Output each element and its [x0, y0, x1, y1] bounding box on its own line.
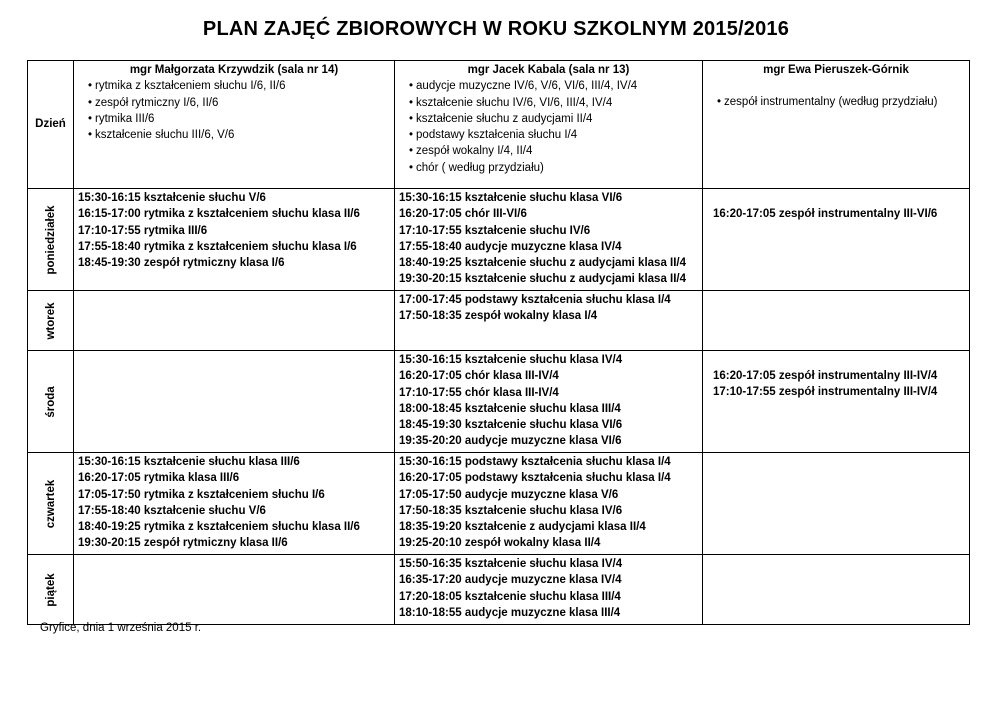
lessons-teacher-3: [703, 555, 970, 625]
lesson-entry: 17:10-17:55 chór klasa III-IV/4: [399, 386, 559, 399]
lesson-entry: 16:20-17:05 rytmika klasa III/6: [78, 472, 240, 485]
day-label-cell: [28, 555, 74, 625]
day-label-cell: [28, 189, 74, 291]
subject-list: [78, 78, 390, 143]
lesson-entry: 17:50-18:35 zespół wokalny klasa I/4: [399, 310, 598, 323]
lessons-teacher-1: [74, 189, 395, 291]
day-label: piątek: [44, 572, 57, 607]
lessons-teacher-3: [703, 291, 970, 351]
teacher-name: mgr Małgorzata Krzywdzik (sala nr 14): [129, 64, 339, 76]
lesson-entry: 16:20-17:05 chór klasa III-IV/4: [399, 370, 559, 383]
lesson-entry: 17:50-18:35 kształcenie słuchu klasa IV/6: [399, 504, 623, 517]
document-title: PLAN ZAJĘĆ ZBIOROWYCH W ROKU SZKOLNYM 2015/2016: [202, 18, 790, 40]
lesson-entry: 17:10-17:55 rytmika III/6: [78, 224, 208, 237]
lesson-entry: 17:05-17:50 rytmika z kształceniem słuchu I/6: [78, 488, 325, 501]
lesson-entry: 15:30-16:15 kształcenie słuchu klasa III/6: [78, 456, 300, 468]
lesson-entry: 18:00-18:45 kształcenie słuchu klasa III/4: [399, 402, 621, 415]
lessons-teacher-1: [74, 453, 395, 555]
day-row-friday: [28, 555, 970, 625]
teacher-header-3: [703, 61, 970, 189]
lesson-entry: 16:20-17:05 zespół instrumentalny III-VI/6: [713, 208, 938, 220]
lesson-entry: 19:30-20:15 kształcenie słuchu z audycjami klasa II/4: [399, 273, 687, 286]
day-label: poniedziałek: [44, 204, 57, 275]
lessons-teacher-1: [74, 291, 395, 351]
lesson-entry: 15:30-16:15 kształcenie słuchu V/6: [78, 192, 266, 204]
day-row-thursday: [28, 453, 970, 555]
subject-item: • zespół rytmiczny I/6, II/6: [88, 95, 390, 111]
lesson-group: [707, 206, 965, 222]
lessons-teacher-3: [703, 453, 970, 555]
day-row-monday: [28, 189, 970, 291]
lessons-teacher-2: [395, 351, 703, 453]
lesson-entry: 16:20-17:05 podstawy kształcenia słuchu klasa I/4: [399, 472, 671, 485]
lesson-entry: 17:55-18:40 audycje muzyczne klasa IV/4: [399, 240, 622, 253]
subject-item: • podstawy kształcenia słuchu I/4: [409, 127, 698, 143]
lesson-entry: 16:15-17:00 rytmika z kształceniem słuchu klasa II/6: [78, 208, 360, 221]
subject-item: • rytmika III/6: [88, 111, 390, 127]
day-label: środa: [44, 385, 57, 418]
lesson-group: [707, 368, 965, 401]
lessons-teacher-3: [703, 351, 970, 453]
subject-item: • rytmika z kształceniem słuchu I/6, II/6: [88, 78, 390, 94]
footer-place-date: Gryfice, dnia 1 września 2015 r.: [40, 622, 202, 634]
lessons-teacher-1: [74, 555, 395, 625]
lesson-entry: 17:05-17:50 audycje muzyczne klasa V/6: [399, 488, 619, 501]
lesson-entry: 16:20-17:05 zespół instrumentalny III-IV/4: [713, 370, 938, 382]
teacher-header-1: [74, 61, 395, 189]
lesson-entry: 15:30-16:15 kształcenie słuchu klasa IV/4: [399, 354, 623, 366]
lesson-entry: 19:35-20:20 audycje muzyczne klasa VI/6: [399, 435, 622, 448]
lesson-entry: 19:30-20:15 zespół rytmiczny klasa II/6: [78, 537, 288, 550]
lesson-entry: 18:40-19:25 kształcenie słuchu z audycjami klasa II/4: [399, 257, 687, 270]
teacher-header-2: [395, 61, 703, 189]
subject-item: • kształcenie słuchu IV/6, VI/6, III/4, IV/4: [409, 95, 698, 111]
lesson-entry: 17:55-18:40 kształcenie słuchu V/6: [78, 504, 266, 517]
schedule-table: [27, 60, 970, 625]
day-label: wtorek: [44, 301, 57, 340]
teacher-name: mgr Jacek Kabala (sala nr 13): [467, 64, 630, 76]
header-row: [28, 61, 970, 189]
lesson-entry: 18:40-19:25 rytmika z kształceniem słuchu klasa II/6: [78, 521, 360, 534]
teacher-name: mgr Ewa Pieruszek-Górnik: [763, 64, 909, 76]
lessons-teacher-2: [395, 555, 703, 625]
lesson-entry: 15:30-16:15 kształcenie słuchu klasa VI/6: [399, 192, 623, 204]
lesson-entry: 18:35-19:20 kształcenie z audycjami klasa II/4: [399, 521, 646, 534]
subject-item: • chór ( według przydziału): [409, 160, 698, 176]
lesson-entry: 18:45-19:30 kształcenie słuchu klasa VI/6: [399, 419, 623, 432]
lesson-entry: 17:55-18:40 rytmika z kształceniem słuchu klasa I/6: [78, 240, 357, 253]
day-row-wednesday: [28, 351, 970, 453]
lesson-entry: 19:25-20:10 zespół wokalny klasa II/4: [399, 537, 601, 550]
day-label-cell: [28, 351, 74, 453]
day-label-cell: [28, 291, 74, 351]
subject-item: • audycje muzyczne IV/6, V/6, VI/6, III/4, IV/4: [409, 78, 698, 94]
day-label: czwartek: [44, 479, 57, 528]
lessons-teacher-2: [395, 453, 703, 555]
lesson-entry: 18:45-19:30 zespół rytmiczny klasa I/6: [78, 257, 285, 270]
lessons-teacher-2: [395, 189, 703, 291]
subject-list: [399, 78, 698, 176]
lessons-teacher-3: [703, 189, 970, 291]
lesson-entry: 15:30-16:15 podstawy kształcenia słuchu klasa I/4: [399, 456, 671, 468]
subject-item: • kształcenie słuchu z audycjami II/4: [409, 111, 698, 127]
subject-list: [707, 94, 965, 110]
day-row-tuesday: [28, 291, 970, 351]
lesson-entry: 16:35-17:20 audycje muzyczne klasa IV/4: [399, 574, 622, 587]
lessons-teacher-1: [74, 351, 395, 453]
subject-item: • kształcenie słuchu III/6, V/6: [88, 127, 390, 143]
subject-item: • zespół wokalny I/4, II/4: [409, 143, 698, 159]
lesson-entry: 16:20-17:05 chór III-VI/6: [399, 208, 527, 221]
day-column-header: Dzień: [28, 61, 74, 189]
lesson-entry: 18:10-18:55 audycje muzyczne klasa III/4: [399, 606, 621, 619]
lessons-teacher-2: [395, 291, 703, 351]
lesson-entry: 17:00-17:45 podstawy kształcenia słuchu klasa I/4: [399, 294, 671, 306]
subject-item: • zespół instrumentalny (według przydziału): [717, 94, 965, 110]
lesson-entry: 17:20-18:05 kształcenie słuchu klasa III/4: [399, 590, 621, 603]
lesson-entry: 17:10-17:55 kształcenie słuchu IV/6: [399, 224, 591, 237]
day-label-cell: [28, 453, 74, 555]
lesson-entry: 17:10-17:55 zespół instrumentalny III-IV/4: [713, 386, 938, 399]
lesson-entry: 15:50-16:35 kształcenie słuchu klasa IV/4: [399, 558, 623, 570]
